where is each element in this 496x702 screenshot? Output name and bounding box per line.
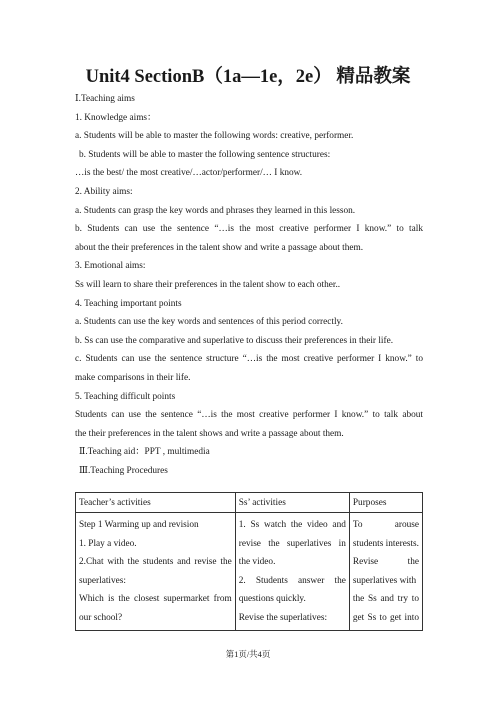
cell-line: 1. Ss watch the video and xyxy=(238,520,346,530)
cell-line: superlatives with xyxy=(352,575,417,586)
text-line: 5. Teaching difficult points xyxy=(75,391,176,402)
text-line: a. Students will be able to master the following words: creative, performer. xyxy=(75,131,354,142)
section-heading: Ⅱ.Teaching aid：PPT , multimedia xyxy=(79,447,210,458)
text-line: Ss will learn to share their preferences in the talent show to each other.. xyxy=(75,279,341,290)
text-line: a. Students can grasp the key words and phrases they learned in this lesson. xyxy=(75,205,356,216)
cell-line: 2.Chat with the students and revise the xyxy=(79,557,232,568)
cell-line: Revise the superlatives: xyxy=(238,612,328,623)
teacher-activities-cell xyxy=(76,513,236,631)
column-header: Teacher’s activities xyxy=(76,493,236,513)
procedures-table xyxy=(75,492,423,631)
cell-line: students interests. xyxy=(352,538,419,549)
cell-line: the Ss and try to xyxy=(352,594,419,605)
text-line: c. Students can use the sentence structure “…is the most creative performer I know.” to xyxy=(75,354,423,365)
cell-line: questions quickly. xyxy=(238,594,306,605)
text-line: 2. Ability aims: xyxy=(75,186,133,197)
cell-line: superlatives: xyxy=(79,575,126,586)
cell-line: revise the superlatives in xyxy=(238,538,346,549)
cell-line: 2. Students answer the xyxy=(238,575,346,586)
text-line: b. Students will be able to master the following sentence structures: xyxy=(79,149,331,160)
student-activities-cell xyxy=(235,513,349,631)
text-line: …is the best/ the most creative/…actor/performer/… I know. xyxy=(75,168,303,179)
text-line: 3. Emotional aims: xyxy=(75,261,146,272)
text-line: the their preferences in the talent shows and write a passage about them. xyxy=(75,428,344,439)
cell-line: get Ss to get into xyxy=(352,612,419,623)
text-line: 1. Knowledge aims： xyxy=(75,112,157,123)
cell-line: the video. xyxy=(238,557,276,568)
page-footer: 第1页/共4页 xyxy=(225,649,271,659)
purposes-cell xyxy=(349,513,422,631)
text-line: a. Students can use the key words and sentences of this period correctly. xyxy=(75,317,343,328)
column-header: Purposes xyxy=(349,493,422,513)
text-line: b. Ss can use the comparative and superlative to discuss their preferences in their life. xyxy=(75,335,394,346)
text-line: Students can use the sentence “…is the most creative performer I know.” to talk about xyxy=(75,410,423,421)
cell-line: Revise the xyxy=(352,557,419,568)
text-line: make comparisons in their life. xyxy=(75,372,191,383)
cell-line: 1. Play a video. xyxy=(79,538,137,549)
table-header-row xyxy=(76,493,423,513)
cell-line: To arouse xyxy=(352,520,419,530)
body-text xyxy=(75,90,423,480)
text-line: b. Students can use the sentence “…is the most creative performer I know.” to talk xyxy=(75,224,423,235)
cell-line: Which is the closest supermarket from xyxy=(79,594,232,605)
text-line: about the their preferences in the talent show and write a passage about them. xyxy=(75,242,364,253)
page-title: Unit4 SectionB（1a—1e，2e） 精品教案 xyxy=(85,67,411,87)
cell-line: Step 1 Warming up and revision xyxy=(79,520,199,530)
section-heading: Ⅲ.Teaching Procedures xyxy=(79,465,168,476)
table-row xyxy=(76,513,423,631)
text-line: 4. Teaching important points xyxy=(75,298,182,309)
cell-line: our school? xyxy=(79,612,123,623)
section-heading: Ⅰ.Teaching aims xyxy=(75,94,135,104)
column-header: Ss’ activities xyxy=(235,493,349,513)
